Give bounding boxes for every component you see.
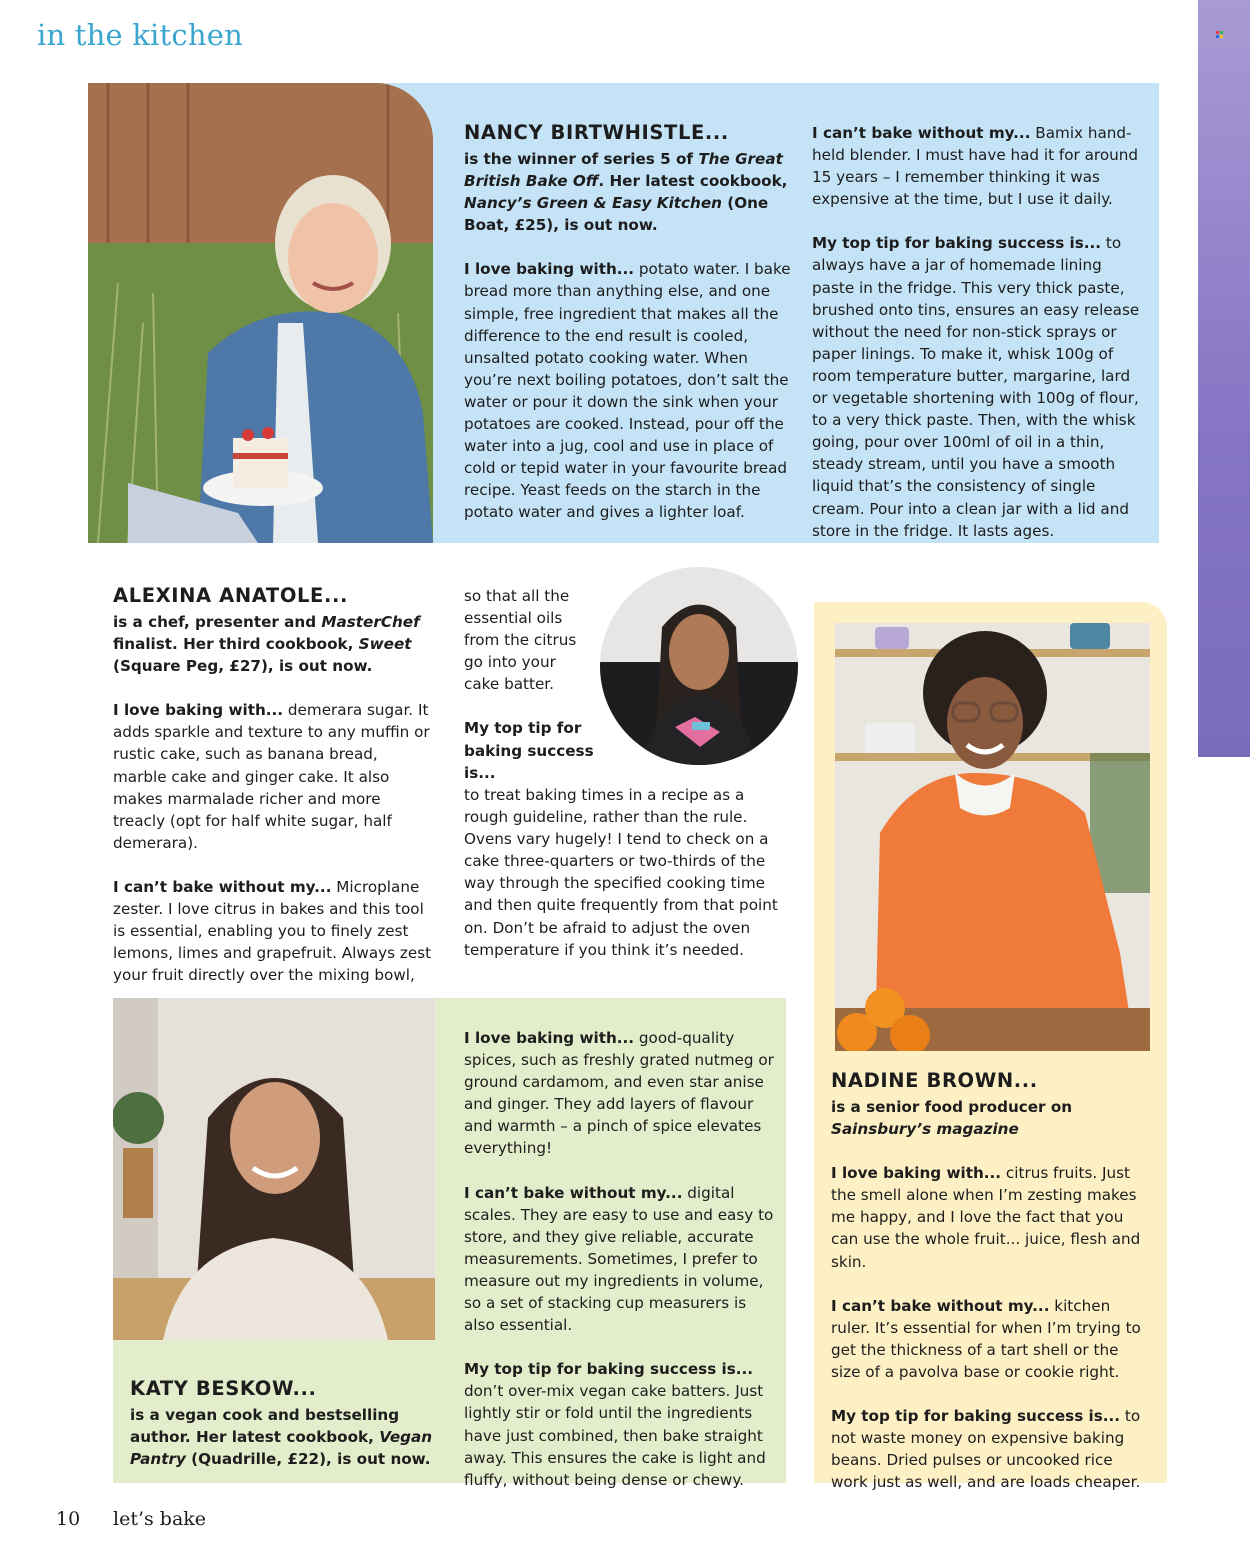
alexina-love-text: demerara sugar. It adds sparkle and texture to any muffin or rustic cake, such as banana bread, marble cake and ginger cake. It also makes marmalade richer and more treacly (opt for half white sugar, half demerara). [113,701,430,852]
alexina-col-1 [113,583,433,986]
nancy-bio-book: Nancy’s Green & Easy Kitchen [464,194,722,213]
alexina-bio-show: MasterChef [321,613,420,631]
side-color-strip [1198,0,1250,757]
nadine-bio-a: is a senior food producer on [831,1098,1073,1116]
nadine-tip-label: My top tip for baking success is... [831,1407,1121,1426]
nadine-name: NADINE BROWN... [831,1069,1038,1092]
katy-col-2 [464,1027,774,1491]
nadine-cant-label: I can’t bake without my... [831,1296,1050,1315]
nancy-bio-e: (One Boat, £25), is out now. [464,194,769,235]
nancy-name: NANCY BIRTWHISTLE... [464,121,729,144]
alexina-love-label: I love baking with... [113,701,284,720]
nancy-bio-show: The Great British Bake Off [464,150,783,191]
katy-photo [113,998,435,1340]
katy-love-text: good-quality spices, such as freshly grated nutmeg or ground cardamom, and even star anise and ginger. They add layers of flavour and warmth – a pinch of spice elevates everything! [464,1029,774,1158]
nancy-love-label: I love baking with... [464,260,635,279]
alexina-tip-label: My top tip for baking success is... [464,719,594,782]
alexina-bio-book: Sweet [358,635,412,654]
page-number: 10 [56,1508,81,1530]
nadine-bio-mag: Sainsbury’s magazine [831,1120,1019,1139]
katy-love-label: I love baking with... [464,1029,635,1047]
alexina-photo [600,567,798,765]
katy-tip-label: My top tip for baking success is... [464,1360,754,1379]
katy-bio-c: (Quadrille, £22), is out now. [185,1450,431,1469]
alexina-cont-text: so that all the essential oils from the citrus go into your cake batter. [464,587,577,694]
alexina-bio-a: is a chef, presenter and [113,613,322,631]
alexina-name: ALEXINA ANATOLE... [113,584,348,607]
katy-bio-block [130,1376,435,1470]
nancy-bio-c: . Her latest cookbook, [598,172,788,191]
nancy-cant-text: Bamix hand-held blender. I must have had it for around 15 years – I remember thinking it was expensive at the time, but I use it daily. [812,124,1139,209]
katy-bio-a: is a vegan cook and bestselling author. Her latest cookbook, [130,1406,400,1447]
nadine-photo [835,623,1150,1051]
alexina-col-2a [464,585,594,784]
katy-cant-label: I can’t bake without my... [464,1183,683,1202]
alexina-cant-label: I can’t bake without my... [113,877,332,896]
katy-bio-book: Vegan Pantry [130,1428,433,1469]
nadine-tip-text: to not waste money on expensive baking beans. Dried pulses or uncooked rice work just as well, and are loads cheaper. [831,1407,1141,1492]
nancy-photo [88,83,433,543]
magazine-name: let’s bake [113,1508,207,1530]
katy-name: KATY BESKOW... [130,1377,317,1400]
nadine-cant-text: kitchen ruler. It’s essential for when I’m trying to get the thickness of a tart shell or the size of a pavolva base or cookie right. [831,1296,1141,1381]
nancy-col-2 [812,122,1142,542]
nancy-col-1 [464,120,794,524]
nancy-cant-label: I can’t bake without my... [812,124,1031,142]
nadine-love-label: I love baking with... [831,1164,1002,1183]
alexina-bio-e: (Square Peg, £27), is out now. [113,657,373,676]
color-dots-icon [1216,31,1228,39]
katy-tip-text: don’t over-mix vegan cake batters. Just lightly stir or fold until the ingredients have just combined, then bake straight away. This ensures the cake is light and fluffy, without being dense or chewy. [464,1382,766,1489]
nancy-tip-text: to always have a jar of homemade lining paste in the fridge. This very thick paste, brushed onto tins, ensures an easy release without the need for non-stick sprays or paper linings. To make it, whisk 100g of room temperature butter, margarine, lard or vegetable shortening with 100g of flour, to a very thick paste. Then, with the whisk going, pour over 100ml of oil in a thin, steady stream, until you have a smooth liquid that’s the consistency of single cream. Pour into a clean jar with a lid and store in the fridge. It lasts ages. [812,234,1140,540]
alexina-cant-text: Microplane zester. I love citrus in bakes and this tool is essential, enabling you to finely zest lemons, limes and grapefruit. Always zest your fruit directly over the mixing bowl, [113,877,432,985]
nancy-tip-label: My top tip for baking success is... [812,234,1102,253]
nadine-col [831,1068,1151,1493]
alexina-bio-c: finalist. Her third cookbook, [113,635,359,654]
section-title: in the kitchen [37,18,243,52]
alexina-col-2b [464,784,784,961]
nancy-bio-a: is the winner of series 5 of [464,150,699,168]
katy-cant-text: digital scales. They are easy to use and easy to store, and they give reliable, accurate measurements. Sometimes, I prefer to measure out my ingredients in volume, so a set of stacking cup measurers is also essential. [464,1183,774,1335]
nancy-love-text: potato water. I bake bread more than anything else, and one simple, free ingredient that makes all the difference to the end result is cooled, unsalted potato cooking water. When you’re next boiling potatoes, don’t salt the water or pour it down the sink when your potatoes are cooked. Instead, pour off the water into a jug, cool and use in place of cold or tepid water in your favourite bread recipe. Yeast feeds on the starch in the potato water and gives a lighter loaf. [464,260,791,522]
nadine-love-text: citrus fruits. Just the smell alone when I’m zesting makes me happy, and I love the fact that you can use the whole fruit... juice, flesh and skin. [831,1164,1141,1271]
alexina-tip-text: to treat baking times in a recipe as a rough guideline, rather than the rule. Ovens vary hugely! I tend to check on a cake three-quarters or two-thirds of the way through the specified cooking time and then quite frequently from that point on. Don’t be afraid to adjust the oven temperature if you think it’s needed. [464,786,778,959]
